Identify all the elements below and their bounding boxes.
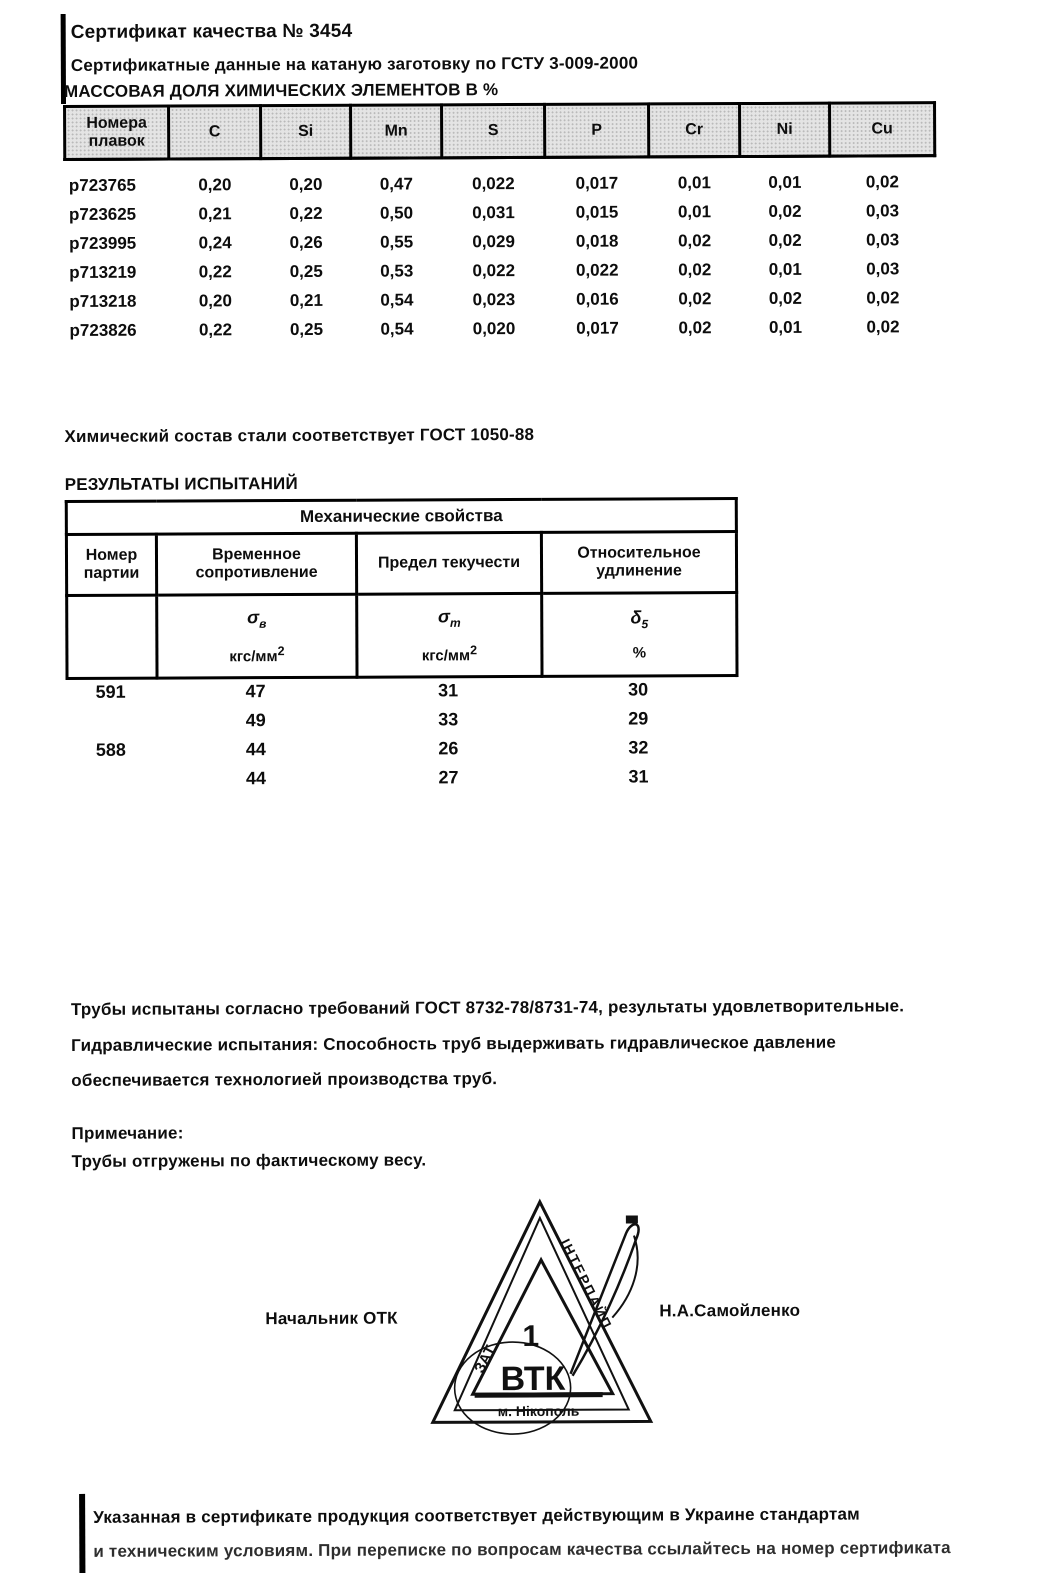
stamp-city-text: м. Нікополь — [497, 1402, 580, 1420]
heat-number: p723625 — [68, 204, 137, 224]
signature-name: Н.А.Самойленко — [659, 1300, 801, 1321]
note-text: Трубы отгружены по фактическому весу. — [71, 1150, 427, 1171]
chem-column-header: Si — [261, 105, 351, 158]
chem-value: 0,018 — [575, 231, 619, 251]
mech-col-batch: Номер партии — [66, 534, 156, 595]
heat-number: p723765 — [68, 175, 137, 195]
chem-value: 0,47 — [379, 173, 413, 194]
table-row — [66, 704, 736, 736]
vtk-triangle-stamp — [422, 1195, 683, 1438]
chem-value: 0,022 — [472, 173, 515, 193]
chem-value: 0,01 — [768, 172, 802, 192]
chem-column-header: S — [442, 104, 545, 157]
chem-value: 0,26 — [289, 232, 323, 252]
mech-value: 31 — [438, 680, 459, 701]
chem-value: 0,02 — [678, 230, 712, 250]
chem-value: 0,22 — [198, 319, 233, 339]
chem-value: 0,01 — [677, 172, 711, 192]
chem-value: 0,24 — [198, 232, 232, 252]
mech-col-elong: Относительное удлинение — [541, 532, 736, 594]
chem-value: 0,02 — [678, 259, 712, 279]
sigma-b-symbol: $\sigma_в$ — [247, 606, 267, 631]
chem-value: 0,25 — [289, 261, 323, 281]
chem-column-header: Номера плавок — [65, 106, 169, 159]
signature-pen-dot — [626, 1215, 638, 1223]
mech-unit-empty — [67, 595, 157, 678]
table-row — [66, 733, 736, 765]
unit-label: кгс/$мм^2$ — [229, 644, 285, 666]
chem-value: 0,023 — [472, 289, 516, 309]
chem-column-header: Cr — [649, 104, 740, 157]
table-row — [65, 225, 935, 258]
sigma-t-symbol: $\sigma_т$ — [437, 606, 461, 630]
chem-column-header: P — [545, 104, 649, 157]
batch-number: 591 — [95, 681, 126, 702]
mech-unit-elong — [542, 593, 737, 677]
footer-line-1: Указанная в сертификате продукция соответствует действующим в Украине стандартам — [93, 1504, 860, 1527]
chem-value: 0,02 — [768, 230, 802, 250]
chem-column-header: Mn — [351, 105, 442, 158]
chem-value: 0,03 — [865, 200, 900, 220]
batch-number — [66, 765, 156, 794]
mechanical-results-body — [66, 675, 736, 794]
chem-value: 0,20 — [198, 290, 232, 310]
chem-value: 0,22 — [198, 261, 232, 281]
chem-value: 0,53 — [380, 260, 414, 281]
heat-number: p713218 — [69, 291, 137, 311]
chem-value: 0,016 — [576, 289, 619, 309]
chem-value: 0,02 — [768, 288, 802, 308]
chem-value: 0,02 — [678, 317, 712, 337]
tests-line-2: Гидравлические испытания: Способность труб выдерживать гидравлическое давление — [71, 1032, 837, 1055]
unit-label: кгс/$мм^2$ — [421, 643, 478, 665]
table-row — [65, 156, 935, 200]
mech-value: 26 — [438, 738, 459, 759]
table-row — [66, 762, 736, 794]
chem-value: 0,20 — [198, 174, 232, 194]
chem-value: 0,015 — [575, 202, 619, 222]
mech-table-body — [66, 675, 736, 794]
chem-value: 0,01 — [768, 317, 803, 337]
section-heading-chem: МАССОВАЯ ДОЛЯ ХИМИЧЕСКИХ ЭЛЕМЕНТОВ В % — [63, 80, 499, 101]
chem-value: 0,21 — [198, 203, 232, 223]
mech-value: 32 — [628, 737, 649, 758]
chem-conformance-note: Химический состав стали соответствует ГОСТ 1050-88 — [64, 424, 535, 446]
signature-role-label: Начальник ОТК — [265, 1308, 398, 1329]
mech-value: 30 — [628, 679, 649, 700]
chem-value: 0,21 — [289, 290, 323, 310]
tests-line-3: обеспечивается технологией производства труб. — [71, 1069, 498, 1090]
table-row — [65, 312, 935, 345]
chem-value: 0,02 — [866, 287, 900, 307]
chem-value: 0,022 — [575, 260, 619, 280]
batch-number — [66, 707, 156, 736]
table-row — [65, 283, 935, 316]
mechanical-properties-table — [65, 497, 739, 680]
heat-number: p723995 — [69, 233, 137, 253]
chem-value: 0,50 — [379, 202, 414, 223]
chem-value: 0,55 — [380, 231, 414, 252]
mech-value: 44 — [245, 739, 266, 760]
chem-value: 0,02 — [768, 201, 802, 221]
table-row — [65, 254, 935, 287]
footer-line-2: и техническим условиям. При переписке по вопросам качества ссылайтесь на номер сертификата — [93, 1538, 951, 1561]
mech-value: 29 — [628, 708, 649, 729]
certificate-title: Сертификат качества № 3454 — [70, 20, 353, 43]
chem-value: 0,02 — [865, 171, 899, 191]
batch-number: 588 — [95, 739, 126, 760]
certificate-subtitle: Сертификатные данные на катаную заготовку по ГСТУ 3-009-2000 — [70, 53, 639, 75]
heat-number: p723826 — [69, 320, 137, 340]
chem-value: 0,01 — [677, 201, 712, 221]
mech-value: 44 — [245, 768, 267, 789]
chem-value: 0,01 — [768, 259, 802, 279]
mech-value: 33 — [438, 709, 459, 730]
mech-value: 31 — [628, 766, 649, 787]
table-row — [65, 196, 935, 229]
stamp-zat-text: ЗАТ — [471, 1342, 500, 1377]
chem-value: 0,20 — [289, 174, 323, 194]
results-heading: РЕЗУЛЬТАТЫ ИСПЫТАНИЙ — [64, 473, 298, 494]
mech-value: 27 — [438, 767, 459, 788]
chem-column-header: Ni — [740, 103, 830, 156]
chem-column-header: Cu — [830, 103, 935, 156]
mech-value: 47 — [245, 681, 266, 702]
chem-value: 0,02 — [866, 316, 900, 336]
tests-line-1: Трубы испытаны согласно требований ГОСТ 8732-78/8731-74, результаты удовлетворительные. — [70, 996, 905, 1019]
chem-value: 0,54 — [380, 318, 414, 339]
stamp-number: 1 — [522, 1319, 540, 1354]
mech-unit-yield — [357, 593, 542, 677]
chem-value: 0,031 — [472, 202, 515, 222]
chem-value: 0,029 — [472, 231, 515, 251]
note-heading: Примечание: — [71, 1123, 184, 1143]
unit-label: % — [632, 644, 647, 662]
table-row — [66, 675, 736, 707]
chem-value: 0,03 — [866, 258, 900, 278]
chem-value: 0,22 — [289, 203, 323, 223]
mech-span-header: Механические свойства — [66, 499, 736, 535]
chem-table-body — [65, 156, 936, 345]
chemical-composition-table — [63, 101, 937, 345]
chem-value: 0,02 — [678, 288, 712, 308]
chem-value: 0,017 — [576, 318, 619, 338]
footer-margin-bar — [79, 1494, 85, 1573]
mech-col-tensile: Временное сопротивление — [156, 533, 356, 595]
chem-value: 0,03 — [866, 229, 900, 249]
mech-unit-tensile — [157, 594, 357, 678]
chem-value: 0,020 — [472, 318, 516, 338]
chem-value: 0,25 — [289, 319, 324, 339]
heat-number: p713219 — [69, 262, 137, 282]
stamp-vtk-text: ВТК — [500, 1359, 566, 1399]
chem-value: 0,54 — [380, 289, 414, 310]
chem-value: 0,022 — [472, 260, 516, 280]
chem-value: 0,017 — [575, 173, 619, 193]
mech-value: 49 — [245, 710, 266, 731]
delta-5-symbol: $\delta_5$ — [630, 607, 649, 631]
mech-col-yield: Предел текучести — [356, 532, 541, 594]
chem-header-row — [65, 103, 935, 160]
signature-stroke — [570, 1224, 639, 1375]
stamp-interpipe-text: ІНТЕРПАЙП — [557, 1236, 616, 1333]
chem-column-header: C — [169, 106, 261, 159]
